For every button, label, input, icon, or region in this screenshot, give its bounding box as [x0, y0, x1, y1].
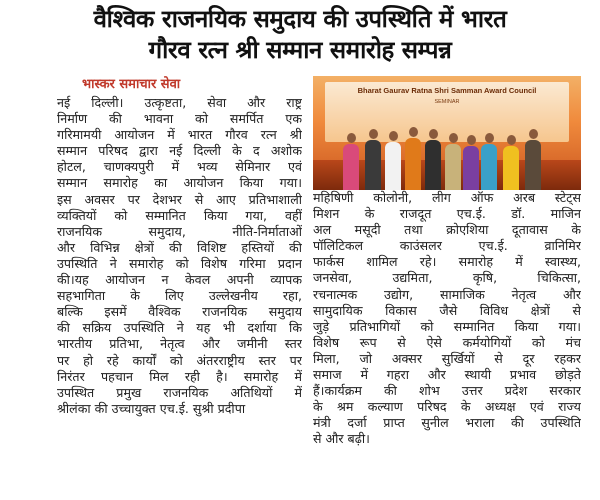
- text-line: श्रीलंका की उच्चायुक्त एच.ई. सुश्री प्रदीपा: [57, 400, 246, 416]
- person-figure: [463, 146, 479, 190]
- text-line: महिषिणी कोलोनी, लीग ऑफ अरब स्टेट्स: [313, 190, 581, 205]
- person-head: [389, 131, 398, 141]
- text-line: सम्मान परिषद द्वारा नई दिल्ली के द अशोक: [57, 143, 302, 159]
- text-line: उपस्थिति ने समारोह को विशेष गरिमा प्रदान: [57, 255, 302, 271]
- person-head: [369, 129, 378, 139]
- person-figure: [425, 140, 441, 190]
- text-line: सम्मान समारोह का आयोजन किया गया।: [57, 175, 302, 191]
- person-figure: [445, 144, 461, 190]
- text-line: सहभागिता के लिए उल्लेखनीय रहा,: [57, 288, 302, 304]
- text-line: से और बढ़ी।: [313, 431, 370, 447]
- person-figure: [481, 144, 497, 190]
- event-photo: [313, 76, 581, 190]
- person-head: [409, 127, 418, 137]
- text-line: नई दिल्ली। उत्कृष्टता, सेवा और राष्ट्र: [57, 95, 302, 110]
- text-line: समाज में गहरा और स्थायी प्रभाव छोड़ते: [313, 367, 581, 383]
- text-line: रचनात्मक उद्योग, सामाजिक नेतृत्व और: [313, 286, 581, 302]
- person-figure: [343, 144, 359, 190]
- text-line: फार्कस शामिल रहे। समारोह में स्वास्थ्य,: [313, 254, 581, 270]
- byline: भास्कर समाचार सेवा: [82, 77, 181, 92]
- text-line: पर हो रहे कार्यों को अंतरराष्ट्रीय स्तर पर: [57, 352, 302, 368]
- text-line: इस अवसर पर देशभर से आए प्रतिभाशाली: [57, 191, 302, 207]
- headline: [0, 4, 600, 66]
- text-line: की।यह आयोजन न केवल अपनी व्यापक: [57, 272, 302, 288]
- headline-line-1: वैश्विक राजनयिक समुदाय की उपस्थिति में भारत: [93, 5, 507, 33]
- person-head: [467, 135, 476, 145]
- text-line: सामुदायिक विकास जैसे विविध क्षेत्रों से: [313, 302, 581, 318]
- text-line: पॉलिटिकल काउंसलर एच.ई. व्रानिमिर: [313, 238, 581, 254]
- text-line: व्यक्तियों को सम्मानित किया गया, वहीं: [57, 207, 302, 223]
- banner-subtitle: SEMINAR: [434, 99, 460, 105]
- text-line: उपस्थित प्रमुख राजनयिक अतिथियों में: [57, 384, 302, 400]
- person-head: [529, 129, 538, 139]
- article-left-column: [57, 95, 302, 417]
- text-line: के श्रम कल्याण परिषद के अध्यक्ष एवं राज्य: [313, 399, 581, 415]
- person-head: [449, 133, 458, 143]
- person-figure: [385, 142, 401, 190]
- person-head: [485, 133, 494, 143]
- person-head: [507, 135, 516, 145]
- text-line: मिला, जो अक्सर सुर्खियों से दूर रहकर: [313, 350, 581, 366]
- text-line: भारतीय प्रतिभा, नेतृत्व और जमीनी स्तर: [57, 336, 302, 352]
- headline-line-2: गौरव रत्न श्री सम्मान समारोह सम्पन्न: [148, 36, 452, 64]
- text-line: बल्कि इसमें वैश्विक राजनयिक समुदाय: [57, 304, 302, 320]
- person-figure: [405, 138, 421, 190]
- text-line: मिशन के राजदूत एच.ई. डॉ. माजिन: [313, 206, 581, 222]
- banner-title: Bharat Gaurav Ratna Shri Samman Award Council: [357, 86, 537, 95]
- person-head: [347, 133, 356, 143]
- person-figure: [525, 140, 541, 190]
- text-line: और विभिन्न क्षेत्रों की विशिष्ट हस्तियों की: [57, 239, 302, 255]
- text-line: होटल, चाणक्यपुरी में भव्य सेमिनार एवं: [57, 159, 302, 175]
- text-line: निरंतर पहचान मिल रही है। समारोह में: [57, 368, 302, 384]
- person-figure: [503, 146, 519, 190]
- text-line: जनसेवा, उद्यमिता, कृषि, चिकित्सा,: [313, 270, 581, 286]
- text-line: जुड़े प्रतिभागियों को सम्मानित किया गया।: [313, 318, 581, 334]
- person-figure: [365, 140, 381, 190]
- article-right-column: [313, 190, 581, 448]
- person-head: [429, 129, 438, 139]
- text-line: अल मसूदी तथा क्रोएशिया दूतावास के: [313, 222, 581, 238]
- text-line: हैं।कार्यक्रम की शोभ उत्तर प्रदेश सरकार: [313, 383, 581, 399]
- text-line: की सक्रिय उपस्थिति ने यह भी दर्शाया कि: [57, 320, 302, 336]
- text-line: विशेष रूप से ऐसे कर्मयोगियों को मंच: [313, 334, 581, 350]
- text-line: मंत्री दर्जा प्राप्त सुनील भराला की उपस्थिति: [313, 415, 581, 431]
- text-line: राजनयिक समुदाय, नीति-निर्माताओं: [57, 223, 302, 239]
- text-line: गरिमामयी आयोजन में भारत गौरव रत्न श्री: [57, 127, 302, 143]
- text-line: निर्माण की भावना को समर्पित एक: [57, 111, 302, 127]
